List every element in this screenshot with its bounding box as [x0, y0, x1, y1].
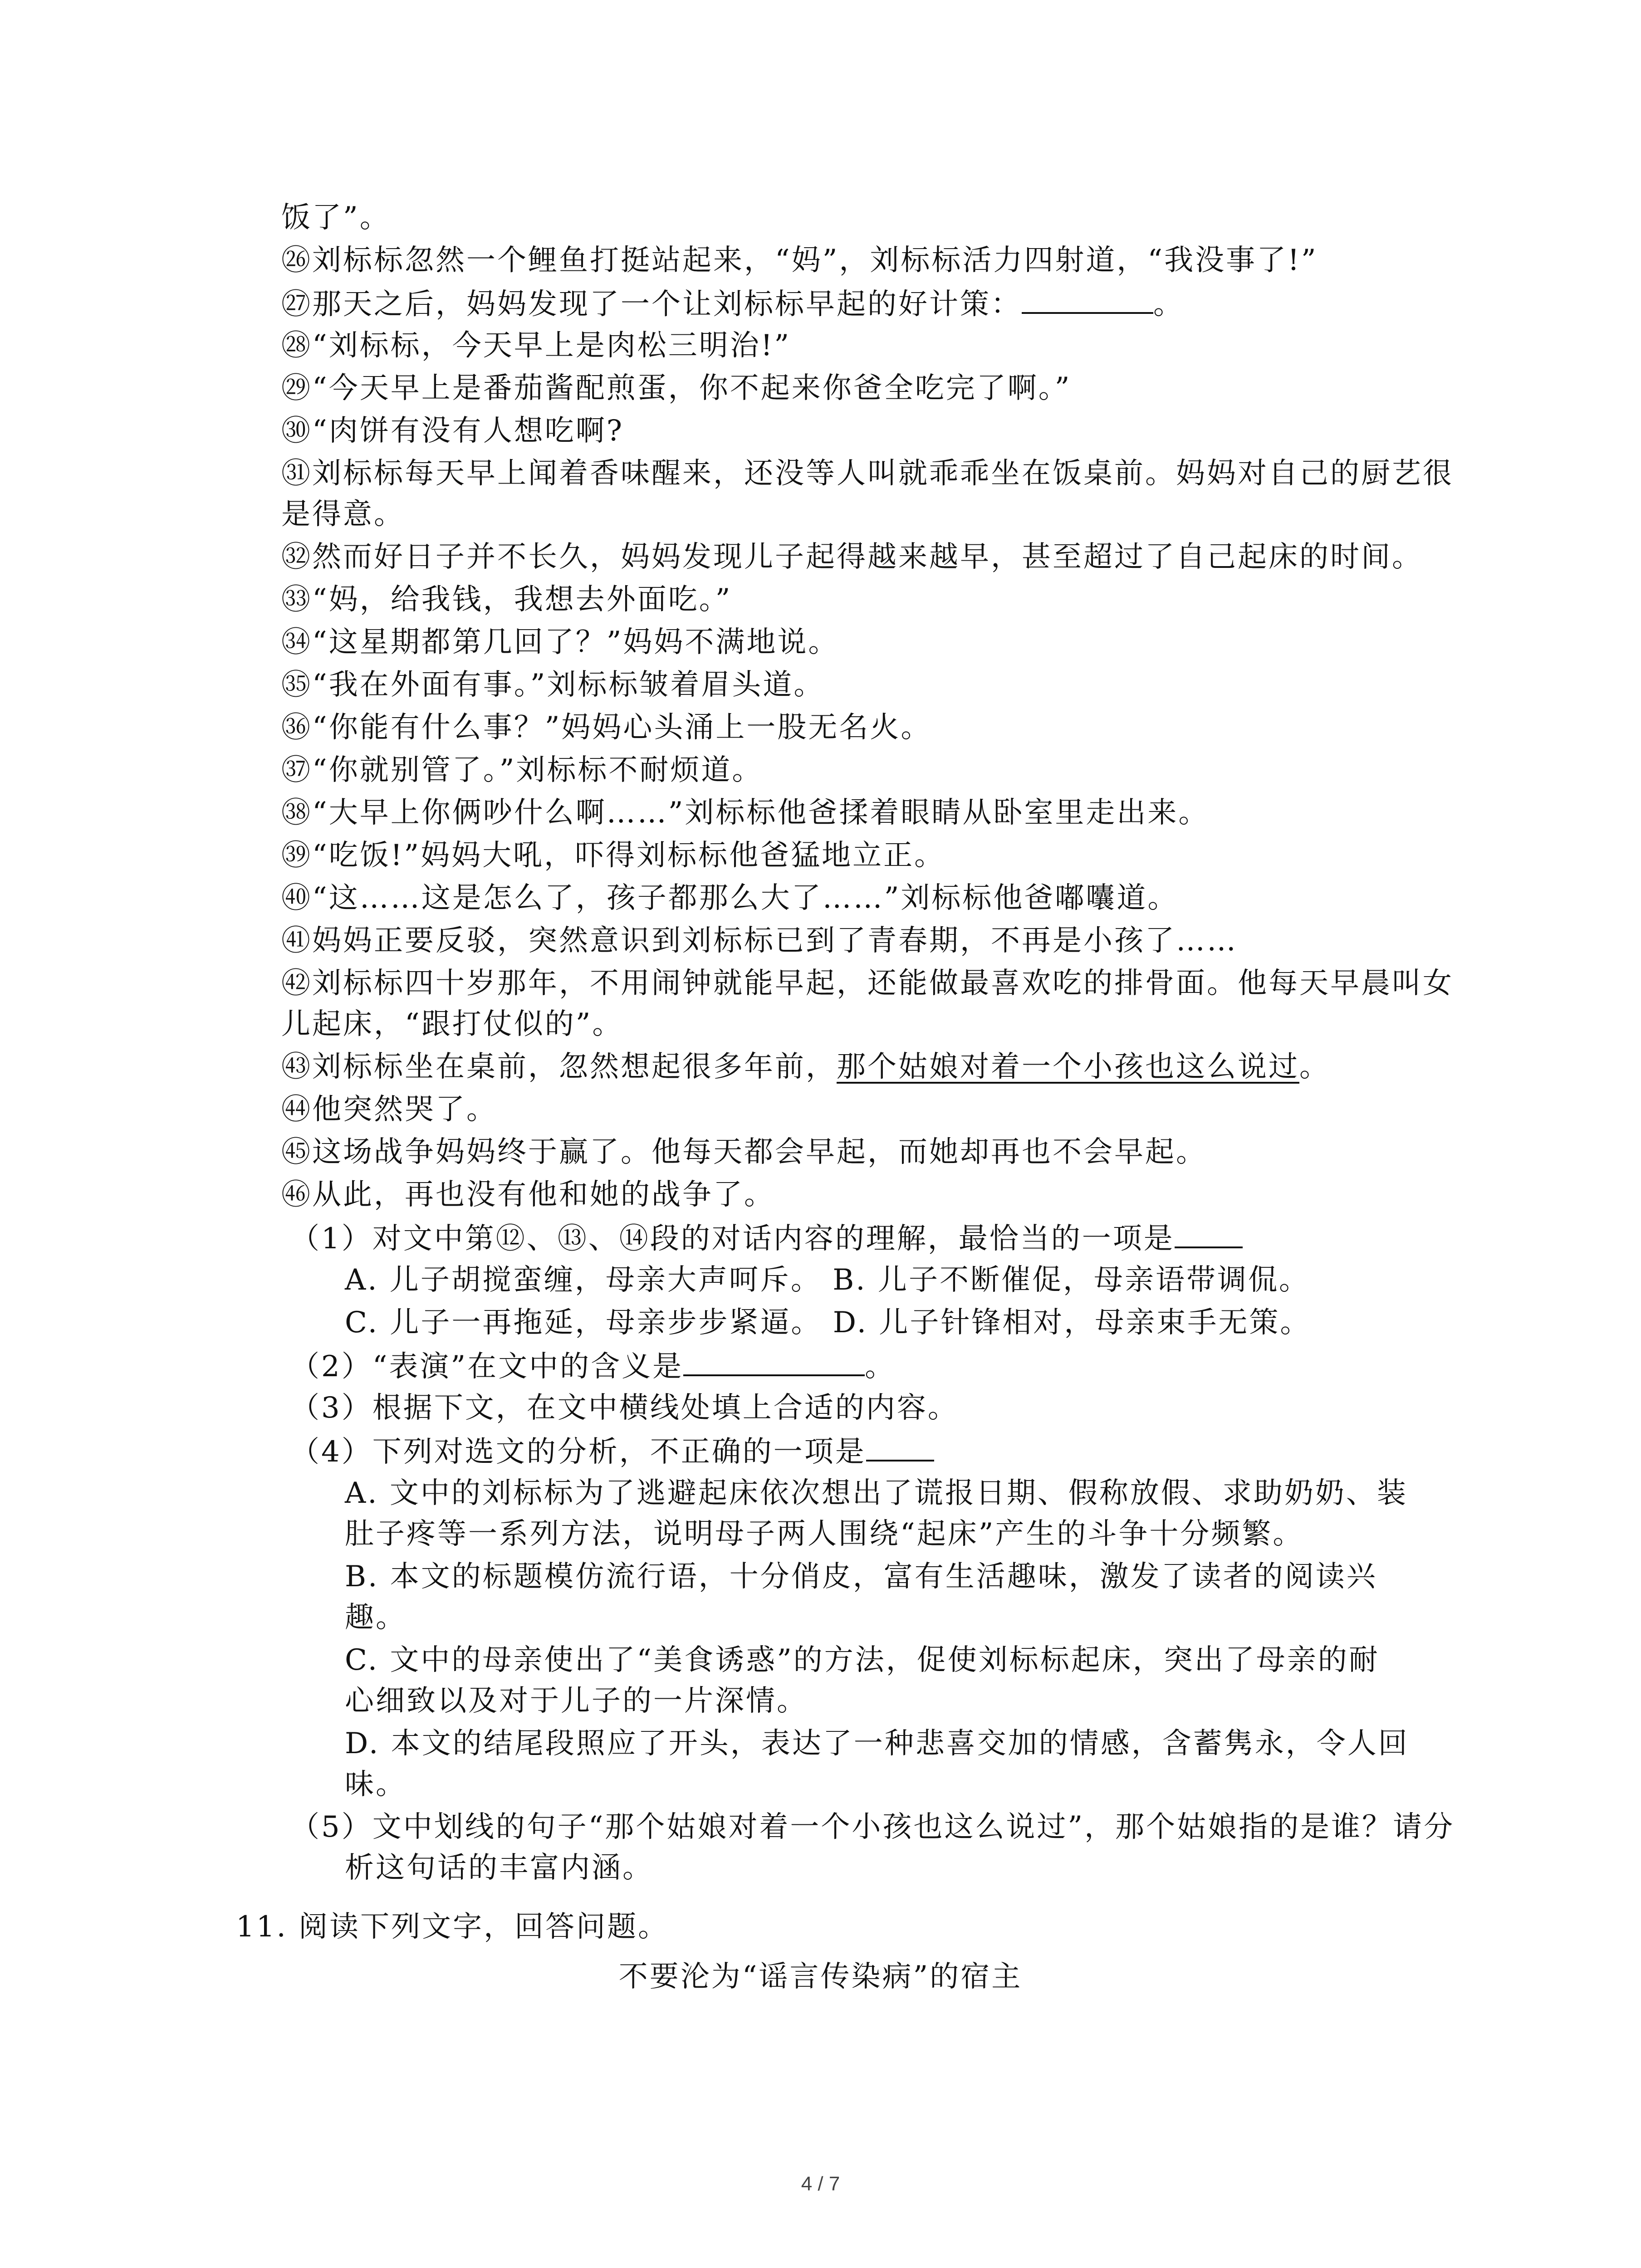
paragraph-35: ㉟“我在外面有事。”刘标标皱着眉头道。 [281, 668, 825, 702]
paragraph-37: ㊲“你就别管了。”刘标标不耐烦道。 [281, 753, 763, 787]
page-number: 4 / 7 [801, 2173, 840, 2195]
paragraph-32: ㉜然而好日子并不长久，妈妈发现儿子起得越来越早，甚至超过了自己起床的时间。 [281, 540, 1423, 574]
question-4 [290, 1432, 934, 1470]
paragraph-29: ㉙“今天早上是番茄酱配煎蛋，你不起来你爸全吃完了啊。” [281, 371, 1072, 405]
question-1-text: （1）对文中第⑫、⑬、⑭段的对话内容的理解，最恰当的一项是 [290, 1222, 1175, 1256]
question-2 [290, 1347, 896, 1385]
fill-in-blank [1022, 285, 1153, 314]
paragraph-42-line2: 儿起床，“跟打仗似的”。 [281, 1007, 623, 1041]
paragraph-31-line2: 是得意。 [281, 498, 405, 531]
question-4-option-b-line1: B. 本文的标题模仿流行语，十分俏皮，富有生活趣味，激发了读者的阅读兴 [345, 1560, 1377, 1593]
article-title: 不要沦为“谣言传染病”的宿主 [618, 1960, 1023, 1994]
paragraph-36: ㊱“你能有什么事？”妈妈心头涌上一股无名火。 [281, 711, 932, 744]
paragraph-40: ㊵“这……这是怎么了，孩子都那么大了……”刘标标他爸嘟囔道。 [281, 881, 1179, 915]
answer-blank [683, 1347, 865, 1376]
paragraph-31-line1: ㉛刘标标每天早上闻着香味醒来，还没等人叫就乖乖坐在饭桌前。妈妈对自己的厨艺很 [281, 457, 1454, 490]
paragraph-28: ㉘“刘标标，今天早上是肉松三明治!” [281, 329, 791, 362]
paragraph-33: ㉝“妈，给我钱，我想去外面吃。” [281, 583, 732, 616]
answer-blank [1175, 1219, 1243, 1248]
question-5-line1: （5）文中划线的句子“那个姑娘对着一个小孩也这么说过”，那个姑娘指的是谁？请分 [290, 1810, 1455, 1844]
paragraph-27-end: 。 [1153, 288, 1184, 321]
paragraph-43-end: 。 [1299, 1050, 1330, 1084]
question-4-option-a-line1: A. 文中的刘标标为了逃避起床依次想出了谎报日期、假称放假、求助奶奶、装 [345, 1476, 1408, 1510]
question-4-option-c-line2: 心细致以及对于儿子的一片深情。 [345, 1684, 808, 1718]
paragraph-27-text: ㉗那天之后，妈妈发现了一个让刘标标早起的好计策： [281, 288, 1022, 321]
question-4-option-d-line1: D. 本文的结尾段照应了开头，表达了一种悲喜交加的情感，含蓄隽永，令人回 [345, 1727, 1409, 1760]
paragraph-41: ㊶妈妈正要反驳，突然意识到刘标标已到了青春期，不再是小孩了…… [281, 924, 1238, 958]
paragraph-25-end: 饭了”。 [281, 201, 391, 235]
question-1 [290, 1219, 1243, 1257]
question-3: （3）根据下文，在文中横线处填上合适的内容。 [290, 1391, 959, 1425]
question-4-option-d-line2: 味。 [345, 1768, 407, 1801]
underlined-sentence: 那个姑娘对着一个小孩也这么说过 [837, 1050, 1299, 1084]
paragraph-30: ㉚“肉饼有没有人想吃啊? [281, 414, 624, 448]
question-4-option-b-line2: 趣。 [345, 1601, 407, 1634]
paragraph-42-line1: ㊷刘标标四十岁那年，不用闹钟就能早起，还能做最喜欢吃的排骨面。他每天早晨叫女 [281, 967, 1454, 1000]
paragraph-38: ㊳“大早上你俩吵什么啊……”刘标标他爸揉着眼睛从卧室里走出来。 [281, 796, 1210, 830]
paragraph-39: ㊴“吃饭!”妈妈大吼，吓得刘标标他爸猛地立正。 [281, 839, 945, 872]
paragraph-46: ㊻从此，再也没有他和她的战争了。 [281, 1178, 775, 1212]
question-1-options-cd: C. 儿子一再拖延，母亲步步紧逼。 D. 儿子针锋相对，母亲束手无策。 [345, 1306, 1311, 1339]
paragraph-43-text: ㊸刘标标坐在桌前，忽然想起很多年前， [281, 1050, 837, 1084]
answer-blank [866, 1432, 934, 1461]
paragraph-45: ㊺这场战争妈妈终于赢了。他每天都会早起，而她却再也不会早起。 [281, 1135, 1207, 1169]
paragraph-43 [281, 1049, 1330, 1085]
paragraph-27 [281, 285, 1184, 323]
paragraph-34: ㉞“这星期都第几回了？”妈妈不满地说。 [281, 626, 839, 659]
question-4-text: （4）下列对选文的分析，不正确的一项是 [290, 1435, 866, 1469]
paragraph-26: ㉖刘标标忽然一个鲤鱼打挺站起来，“妈”，刘标标活力四射道，“我没事了!” [281, 244, 1318, 277]
question-5-line2: 析这句话的丰富内涵。 [345, 1851, 653, 1885]
question-4-option-a-line2: 肚子疼等一系列方法，说明母子两人围绕“起床”产生的斗争十分频繁。 [345, 1517, 1304, 1551]
question-4-option-c-line1: C. 文中的母亲使出了“美食诱惑”的方法，促使刘标标起床，突出了母亲的耐 [345, 1643, 1380, 1677]
paragraph-44: ㊹他突然哭了。 [281, 1093, 497, 1126]
question-2-text: （2）“表演”在文中的含义是 [290, 1350, 684, 1383]
section-11-heading: 11. 阅读下列文字，回答问题。 [236, 1910, 669, 1944]
question-2-end: 。 [865, 1350, 896, 1383]
question-1-options-ab: A. 儿子胡搅蛮缠，母亲大声呵斥。 B. 儿子不断催促，母亲语带调侃。 [345, 1263, 1310, 1297]
